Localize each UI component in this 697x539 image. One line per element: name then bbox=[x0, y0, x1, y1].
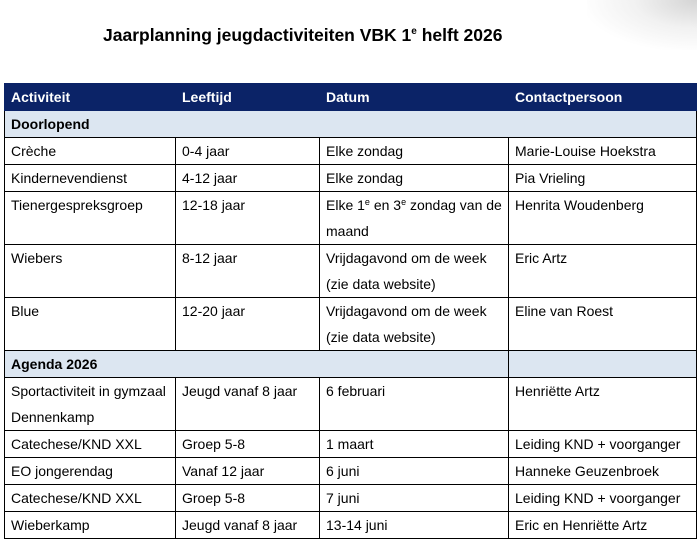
cell-contact: Hanneke Geuzenbroek bbox=[509, 458, 697, 485]
header-datum: Datum bbox=[320, 84, 509, 111]
cell-leeftijd: 12-20 jaar bbox=[176, 298, 320, 351]
table-row bbox=[5, 298, 697, 351]
cell-leeftijd: 0-4 jaar bbox=[176, 138, 320, 165]
cell-leeftijd: 12-18 jaar bbox=[176, 192, 320, 245]
cell-contact: Marie-Louise Hoekstra bbox=[509, 138, 697, 165]
cell-leeftijd: 4-12 jaar bbox=[176, 165, 320, 192]
header-leeftijd: Leeftijd bbox=[176, 84, 320, 111]
cell-leeftijd: Groep 5-8 bbox=[176, 431, 320, 458]
cell-datum: 6 februari bbox=[320, 378, 509, 431]
section-row-doorlopend bbox=[5, 111, 697, 138]
cell-contact: Henrita Woudenberg bbox=[509, 192, 697, 245]
cell-datum: Vrijdagavond om de week (zie data website) bbox=[320, 245, 509, 298]
cell-datum: Vrijdagavond om de week (zie data website) bbox=[320, 298, 509, 351]
section-row-agenda bbox=[5, 351, 697, 378]
cell-datum: Elke 1e en 3e zondag van de maand bbox=[320, 192, 509, 245]
cell-datum: 6 juni bbox=[320, 458, 509, 485]
table-row bbox=[5, 431, 697, 458]
cell-activiteit: Wiebers bbox=[5, 245, 176, 298]
table-row bbox=[5, 192, 697, 245]
table-header-row bbox=[5, 84, 697, 111]
cell-contact: Leiding KND + voorganger bbox=[509, 431, 697, 458]
corner-shadow bbox=[587, 0, 697, 50]
cell-activiteit: Tienergespreksgroep bbox=[5, 192, 176, 245]
page-title: Jaarplanning jeugdactiviteiten VBK 1e helft 2026 bbox=[103, 25, 503, 45]
header-activiteit: Activiteit bbox=[5, 84, 176, 111]
table-row bbox=[5, 165, 697, 192]
cell-leeftijd: Groep 5-8 bbox=[176, 485, 320, 512]
cell-datum: 1 maart bbox=[320, 431, 509, 458]
table-row bbox=[5, 485, 697, 512]
planning-table bbox=[4, 83, 697, 539]
cell-contact: Leiding KND + voorganger bbox=[509, 485, 697, 512]
cell-datum: 7 juni bbox=[320, 485, 509, 512]
cell-activiteit: Sportactiviteit in gymzaal Dennenkamp bbox=[5, 378, 176, 431]
cell-leeftijd: Vanaf 12 jaar bbox=[176, 458, 320, 485]
cell-contact: Eline van Roest bbox=[509, 298, 697, 351]
cell-leeftijd: Jeugd vanaf 8 jaar bbox=[176, 378, 320, 431]
table-row bbox=[5, 138, 697, 165]
cell-datum: Elke zondag bbox=[320, 165, 509, 192]
table-row bbox=[5, 378, 697, 431]
cell-activiteit: Catechese/KND XXL bbox=[5, 431, 176, 458]
cell-activiteit: Wieberkamp bbox=[5, 512, 176, 539]
cell-activiteit: Catechese/KND XXL bbox=[5, 485, 176, 512]
table-row bbox=[5, 458, 697, 485]
section-label: Agenda 2026 bbox=[5, 351, 509, 378]
cell-contact: Pia Vrieling bbox=[509, 165, 697, 192]
section-label: Doorlopend bbox=[5, 111, 697, 138]
header-contactpersoon: Contactpersoon bbox=[509, 84, 697, 111]
cell-activiteit: EO jongerendag bbox=[5, 458, 176, 485]
cell-contact: Eric Artz bbox=[509, 245, 697, 298]
cell-contact: Eric en Henriëtte Artz bbox=[509, 512, 697, 539]
table-row bbox=[5, 245, 697, 298]
cell-datum: 13-14 juni bbox=[320, 512, 509, 539]
cell-datum: Elke zondag bbox=[320, 138, 509, 165]
cell-leeftijd: 8-12 jaar bbox=[176, 245, 320, 298]
table-row bbox=[5, 512, 697, 539]
cell-activiteit: Blue bbox=[5, 298, 176, 351]
cell-leeftijd: Jeugd vanaf 8 jaar bbox=[176, 512, 320, 539]
cell-activiteit: Crèche bbox=[5, 138, 176, 165]
cell-contact: Henriëtte Artz bbox=[509, 378, 697, 431]
cell-activiteit: Kindernevendienst bbox=[5, 165, 176, 192]
section-empty-cell bbox=[509, 351, 697, 378]
